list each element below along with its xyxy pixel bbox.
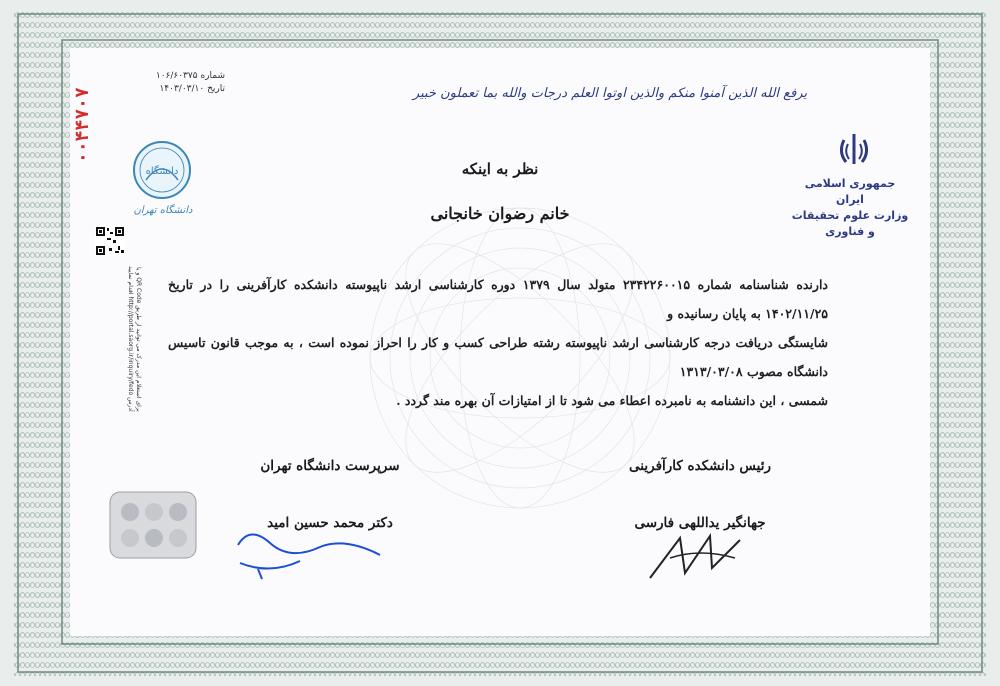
body-line-2: شایستگی دریافت درجه کارشناسی ارشد ناپیوسته رشته طراحی کسب و کار را احراز نموده است ، به موجب قانون تاسیس دانشگاه مصوب ۱۳۱۳/۰۳/۰۸ — [168, 335, 828, 379]
document-date: تاریخ ۱۴۰۳/۰۳/۱۰ — [159, 84, 225, 94]
university-of-tehran-logo-icon — [132, 140, 192, 200]
serial-number: ۰۰۴۴۷۰۷ — [72, 87, 93, 163]
header-meta — [135, 70, 225, 96]
right-signatory-title: رئیس دانشکده کارآفرینی — [629, 458, 771, 474]
document-number: شماره ۱۰۶/۶۰۳۷۵ — [155, 71, 225, 81]
right-signature-icon — [640, 528, 760, 588]
left-signatory-title: سرپرست دانشگاه تهران — [260, 458, 400, 474]
left-signatory-name: دکتر محمد حسین امید — [267, 515, 393, 531]
verification-note: برای استعلام این مدرک می توانید از طریق QR Code و یا آدرس http://portal.saorg.ir/inquiry/fedo اقدام نمایید — [127, 266, 142, 412]
heading: نظر به اینکه — [461, 160, 539, 178]
body-line-3: شمسی ، این دانشنامه به نامبرده اعطاء می شود تا از امتیازات آن بهره مند گردد . — [396, 393, 828, 408]
ministry-name: وزارت علوم تحقیقات و فناوری — [791, 209, 909, 238]
left-signature-icon — [230, 525, 390, 585]
emblem-label: دانشگاه — [145, 166, 179, 177]
certificate-text — [168, 270, 828, 415]
body-line-1: دارنده شناسنامه شماره ۲۳۴۲۲۶۰۰۱۵ متولد سال ۱۳۷۹ دوره کارشناسی ارشد ناپیوسته دانشکده کارآفرینی را در تاریخ ۱۴۰۲/۱۱/۲۵ به پایان رسانیده و — [168, 277, 828, 321]
country-name: جمهوری اسلامی ایران — [804, 177, 896, 206]
recipient-name: خانم رضوان خانجانی — [430, 204, 570, 223]
quran-verse: یرفع الله الذین آمنوا منکم والذین اوتوا العلم درجات والله بما تعملون خبیر — [412, 86, 808, 101]
iran-emblem-icon — [834, 130, 874, 170]
government-title — [790, 176, 910, 240]
right-signatory-name: جهانگیر یداللهی فارسی — [634, 515, 766, 531]
hologram-seal-icon — [108, 490, 198, 560]
university-name: دانشگاه تهران — [133, 205, 193, 216]
qr-code-icon — [95, 226, 125, 256]
